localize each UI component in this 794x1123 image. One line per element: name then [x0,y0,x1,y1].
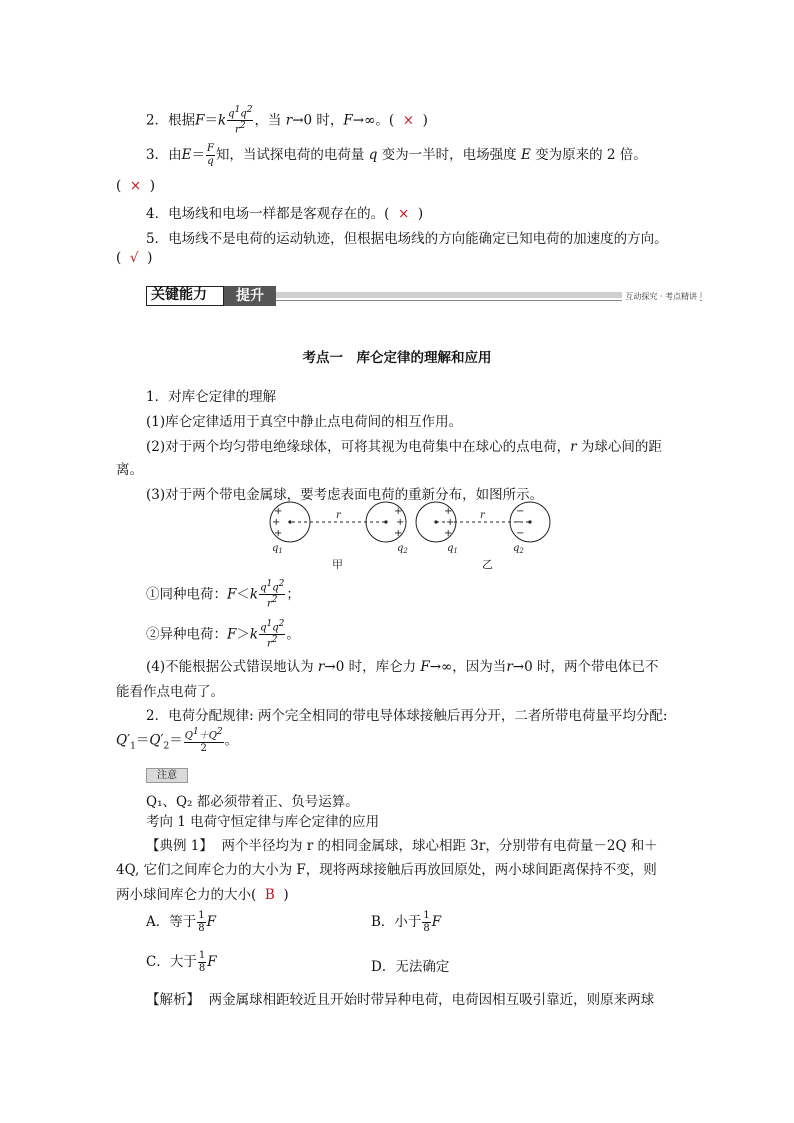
svg-text:+: + [394,506,403,517]
svg-text:q2: $q_2$ [397,543,408,555]
distance-label-left: r [336,510,341,521]
svg-text:+: + [394,528,403,539]
opposite-charge-line: ②异种电荷：F＞k $\frac{q^1q^2}{r^2}$ 。 [146,619,300,650]
banner-highlight: 提升 [224,286,276,306]
judgement-item-3: 3．由E＝ $\frac{F}{q}$ 知，当试探电荷的电荷量 q 变为一半时，电场强度 E 变为原来的 2 倍。 [146,143,647,167]
example-line-2: 4Q, 它们之间库仑力的大小为 F，现将两球接触后再放回原处，两小球间距离保持不变，则 [116,862,657,878]
solution-line: 【解析】 两金属球相距较近且开始时带异种电荷，电荷因相互吸引靠近，则原来两球 [146,992,655,1008]
correct-mark: √ [129,250,139,266]
judgement-item-2: 2．根据F＝k $\frac{q^1q^2}{r^2}$ ，当 r→0 时，F→∞。( × ) [146,105,428,136]
svg-text:q2: $q_2$ [513,543,524,555]
distance-label-right: r [480,510,485,521]
paragraph-heading-1: 1．对库仑定律的理解 [146,389,277,405]
example-line-1: 【典例 1】 两个半径均为 r 的相同金属球，球心相距 3r，分别带有电荷量－2Q 和＋ [146,838,658,854]
svg-text:+: + [446,517,455,528]
banner-label: 关键能力 [146,286,224,306]
figure-label-yi: 乙 [482,558,493,571]
paragraph: (4)不能根据公式错误地认为 r→0 时，库仑力 F→∞，因为当r→0 时，两个带电体已不 [146,659,659,675]
direction-heading: 考向 1 电荷守恒定律与库仑定律的应用 [146,814,380,830]
paragraph: (3)对于两个带电金属球，要考虑表面电荷的重新分布，如图所示。 [146,487,544,503]
svg-text:+: + [274,506,283,517]
svg-text:+: + [444,528,453,539]
judgement-item-3-answer: ( × ) [116,178,156,194]
paragraph: (1)库仑定律适用于真空中静止点电荷间的相互作用。 [146,414,463,430]
wrong-mark: × [129,178,142,194]
judgement-item-4: 4．电场线和电场一样都是客观存在的。( × ) [146,206,424,222]
section-title: 考点一 库仑定律的理解和应用 [302,350,492,366]
answer-mark: B [264,887,275,903]
svg-text:−: − [516,528,525,539]
charge-distribution-formula: $Q'_1=Q'_2=$ $\frac{Q^1+Q^2}{2}$ 。 [116,727,239,755]
figure-label-jia: 甲 [332,558,343,571]
charged-spheres-figure [260,500,560,572]
paragraph: (2)对于两个均匀带电绝缘球体，可将其视为电荷集中在球心的点电荷，r 为球心间的距 [146,439,662,455]
option-a: A．等于 $\frac{1}{8}$ F [146,910,216,934]
svg-text:q1: $q_1$ [272,543,283,555]
paragraph: 能看作点电荷了。 [116,684,224,700]
option-c: C．大于 $\frac{1}{8}$ F [146,950,217,974]
svg-text:−: − [516,506,525,517]
wrong-mark: × [397,206,410,222]
svg-text:+: + [444,506,453,517]
svg-text:q1: $q_1$ [447,543,458,555]
example-line-3: 两小球间库仑力的大小( B ) [116,887,289,903]
judgement-item-5-answer: ( √ ) [116,250,153,266]
svg-text:+: + [274,528,283,539]
note-text: Q₁、Q₂ 都必须带着正、负号运算。 [146,794,359,810]
wrong-mark: × [402,112,415,129]
note-tag: 注意 [146,768,188,783]
section-banner [146,286,702,306]
option-d: D．无法确定 [371,959,450,975]
option-b: B．小于 $\frac{1}{8}$ F [371,910,442,934]
same-charge-line: ①同种电荷：F＜k $\frac{q^1q^2}{r^2}$ ； [146,579,300,610]
judgement-item-5: 5．电场线不是电荷的运动轨迹，但根据电场线的方向能确定已知电荷的加速度的方向。 [146,231,668,247]
paragraph: 离。 [116,462,143,478]
banner-subtitle: 互动探究 · 考点精讲 [622,291,700,302]
paragraph-heading-2: 2．电荷分配规律: 两个完全相同的带电导体球接触后再分开，二者所带电荷量平均分配: [146,708,668,724]
svg-text:+: + [396,517,405,528]
svg-text:+: + [272,517,281,528]
svg-text:−: − [514,517,523,528]
